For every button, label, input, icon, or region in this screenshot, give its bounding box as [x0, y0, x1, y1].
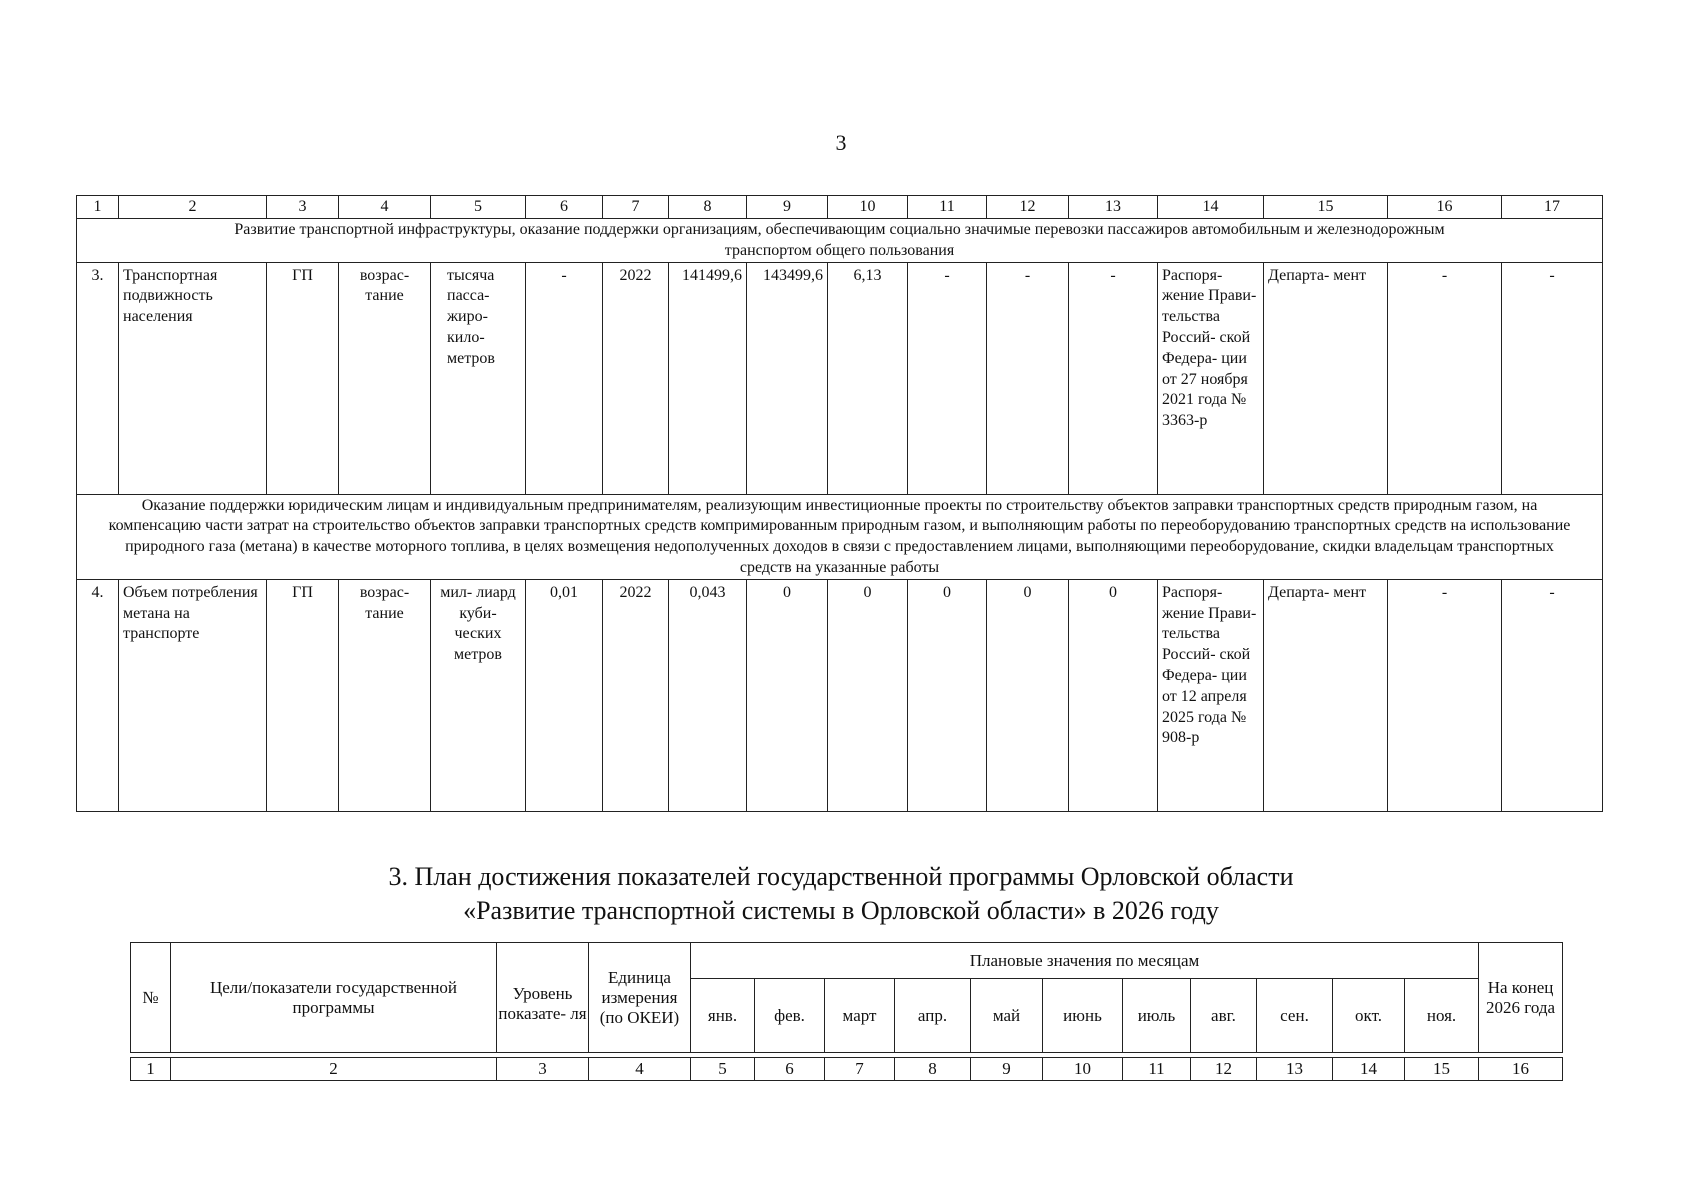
month-header: апр.	[895, 979, 971, 1053]
indicator-trend: возрас- тание	[339, 579, 431, 811]
row-number: 3.	[77, 262, 119, 494]
cell-value: -	[1502, 262, 1603, 494]
cell-value: 143499,6	[747, 262, 828, 494]
section-heading: Развитие транспортной инфраструктуры, оказание поддержки организациям, обеспечивающим социально значимые перевозки пассажиров автомобильным и железнодорожным транспортом общего пользования	[77, 219, 1603, 263]
col-num: 2	[171, 1058, 497, 1081]
cell-value: -	[1388, 579, 1502, 811]
section-heading: Оказание поддержки юридическим лицам и индивидуальным предпринимателям, реализующим инвестиционные проекты по строительству объектов заправки транспортных средств природным газом, на компенсацию части затрат на строительство объектов заправки транспортных средств компримированным природным газом, и выполняющим работы по переоборудованию транспортных средств на использование природного газа (метана) в качестве моторного топлива, в целях возмещения недополученных доходов в связи с предоставлением лицами, выполняющими переоборудование, скидки владельцам транспортных средств на указанные работы	[77, 494, 1603, 579]
responsible-body: Департа- мент	[1264, 262, 1388, 494]
header-planned-values: Плановые значения по месяцам	[691, 943, 1479, 979]
col-num: 9	[971, 1058, 1043, 1081]
cell-value: -	[1388, 262, 1502, 494]
col-num: 1	[131, 1058, 171, 1081]
indicators-table	[76, 195, 1603, 812]
col-num: 5	[691, 1058, 755, 1081]
table-row	[77, 579, 1603, 811]
cell-value: 0	[747, 579, 828, 811]
month-header: фев.	[755, 979, 825, 1053]
column-number-row	[77, 196, 1603, 219]
col-num: 4	[339, 196, 431, 219]
col-num: 12	[987, 196, 1069, 219]
month-header: янв.	[691, 979, 755, 1053]
month-header: май	[971, 979, 1043, 1053]
month-header: июнь	[1043, 979, 1123, 1053]
table-row	[77, 262, 1603, 494]
header-number: №	[131, 943, 171, 1053]
header-unit: Единица измерения (по ОКЕИ)	[589, 943, 691, 1053]
legal-document: Распоря- жение Прави- тельства Россий- ской Федера- ции от 27 ноября 2021 года № 3363-р	[1158, 262, 1264, 494]
col-num: 2	[119, 196, 267, 219]
col-num: 13	[1257, 1058, 1333, 1081]
page-number: 3	[835, 130, 847, 155]
col-num: 9	[747, 196, 828, 219]
base-year: 2022	[603, 262, 669, 494]
col-num: 10	[1043, 1058, 1123, 1081]
col-num: 1	[77, 196, 119, 219]
cell-value: -	[1069, 262, 1158, 494]
header-year-end: На конец 2026 года	[1479, 943, 1563, 1053]
col-num: 15	[1264, 196, 1388, 219]
col-num: 11	[1123, 1058, 1191, 1081]
month-header: июль	[1123, 979, 1191, 1053]
month-header: март	[825, 979, 895, 1053]
col-num: 14	[1333, 1058, 1405, 1081]
col-num: 8	[669, 196, 747, 219]
col-num: 3	[497, 1058, 589, 1081]
col-num: 14	[1158, 196, 1264, 219]
indicator-level: ГП	[267, 579, 339, 811]
cell-value: 0	[1069, 579, 1158, 811]
indicator-level: ГП	[267, 262, 339, 494]
col-num: 3	[267, 196, 339, 219]
col-num: 8	[895, 1058, 971, 1081]
cell-value: 0,01	[526, 579, 603, 811]
cell-value: 0,043	[669, 579, 747, 811]
indicator-name: Транспортная подвижность населения	[119, 262, 267, 494]
cell-value: 0	[828, 579, 908, 811]
responsible-body: Департа- мент	[1264, 579, 1388, 811]
section-title-line1: 3. План достижения показателей государственной программы Орловской области	[388, 862, 1294, 891]
indicator-trend: возрас- тание	[339, 262, 431, 494]
cell-value: 6,13	[828, 262, 908, 494]
section-title-line2: «Развитие транспортной системы в Орловской области» в 2026 году	[463, 896, 1219, 925]
monthly-plan-table	[130, 942, 1563, 1081]
col-num: 16	[1479, 1058, 1563, 1081]
indicator-unit: тысяча пасса- жиро- кило- метров	[431, 262, 526, 494]
col-num: 11	[908, 196, 987, 219]
cell-value: -	[987, 262, 1069, 494]
column-number-row	[131, 1058, 1563, 1081]
cell-value: -	[1502, 579, 1603, 811]
cell-value: 0	[987, 579, 1069, 811]
col-num: 6	[755, 1058, 825, 1081]
header-goals: Цели/показатели государственной программы	[171, 943, 497, 1053]
col-num: 10	[828, 196, 908, 219]
col-num: 13	[1069, 196, 1158, 219]
section-title	[0, 860, 1682, 928]
col-num: 15	[1405, 1058, 1479, 1081]
indicator-unit: мил- лиард куби- ческих метров	[431, 579, 526, 811]
col-num: 5	[431, 196, 526, 219]
month-header: сен.	[1257, 979, 1333, 1053]
indicator-name: Объем потребления метана на транспорте	[119, 579, 267, 811]
col-num: 17	[1502, 196, 1603, 219]
row-number: 4.	[77, 579, 119, 811]
col-num: 16	[1388, 196, 1502, 219]
col-num: 7	[603, 196, 669, 219]
legal-document: Распоря- жение Прави- тельства Россий- ской Федера- ции от 12 апреля 2025 года № 908-р	[1158, 579, 1264, 811]
col-num: 4	[589, 1058, 691, 1081]
cell-value: -	[908, 262, 987, 494]
month-header: окт.	[1333, 979, 1405, 1053]
cell-value: -	[526, 262, 603, 494]
col-num: 6	[526, 196, 603, 219]
col-num: 7	[825, 1058, 895, 1081]
cell-value: 0	[908, 579, 987, 811]
month-header: авг.	[1191, 979, 1257, 1053]
header-level: Уровень показате- ля	[497, 943, 589, 1053]
cell-value: 141499,6	[669, 262, 747, 494]
base-year: 2022	[603, 579, 669, 811]
month-header: ноя.	[1405, 979, 1479, 1053]
col-num: 12	[1191, 1058, 1257, 1081]
